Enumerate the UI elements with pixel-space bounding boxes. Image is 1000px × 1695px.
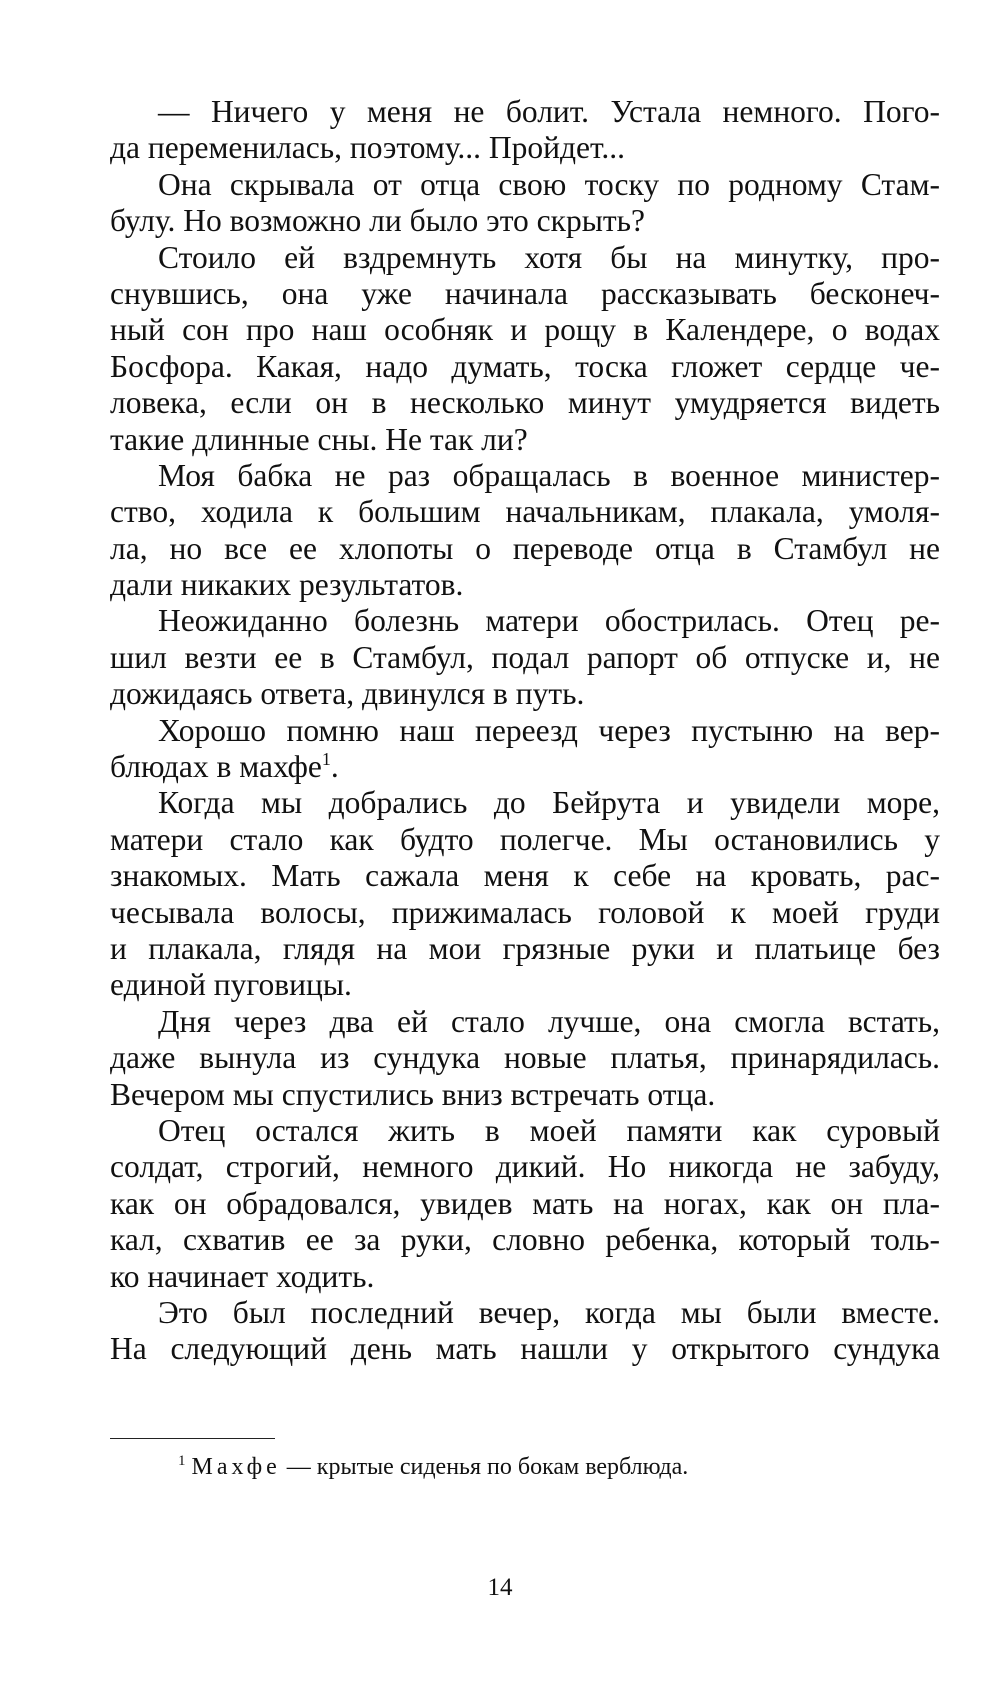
text-line-content: Это был последний вечер, когда мы были вместе. — [158, 1294, 940, 1330]
text-line — [110, 676, 940, 712]
text-line-content: ла, но все ее хлопоты о переводе отца в Стамбул не — [110, 530, 940, 566]
text-line — [110, 1004, 940, 1040]
text-line-content: солдат, строгий, немного дикий. Но никогда не забуду, — [110, 1149, 940, 1185]
text-line-content: такие длинные сны. Не так ли? — [110, 421, 528, 457]
text-line — [110, 167, 940, 203]
text-line — [110, 1149, 940, 1185]
text-line-content: Она скрывала от отца свою тоску по родному Стам- — [158, 166, 940, 202]
text-line-content: Моя бабка не раз обращалась в военное министер- — [158, 457, 940, 493]
text-line — [110, 1113, 940, 1149]
text-line-content: Отец остался жить в моей памяти как суровый — [158, 1112, 940, 1148]
text-line-content: Хорошо помню наш переезд через пустыню на вер- — [158, 712, 940, 748]
text-line-content: — Ничего у меня не болит. Устала немного. Пого- — [158, 94, 940, 129]
text-line-content: снувшись, она уже начинала рассказывать бесконеч- — [110, 275, 940, 311]
page-number: 14 — [487, 1574, 513, 1601]
text-line-content: Вечером мы спустились вниз встречать отца. — [110, 1076, 716, 1112]
text-line — [110, 785, 940, 821]
text-line-content: матери стало как будто полегче. Мы остановились у — [110, 821, 940, 857]
text-line-content: как он обрадовался, увидев мать на ногах, как он пла- — [110, 1185, 940, 1221]
text-line-content: чесывала волосы, прижималась головой к моей груди — [110, 894, 940, 930]
text-line-content: блюдах в махфе — [110, 749, 322, 785]
text-line — [110, 531, 940, 567]
text-line — [110, 240, 940, 276]
footnote-reference: 1 — [321, 749, 331, 770]
text-line — [110, 1186, 940, 1222]
text-line-content: ство, ходила к большим начальникам, плакала, умоля- — [110, 494, 940, 530]
text-line — [110, 749, 940, 785]
text-line-content: кал, схватив ее за руки, словно ребенка, который толь- — [110, 1222, 940, 1258]
text-line — [110, 349, 940, 385]
footnote-mark: 1 — [178, 1453, 186, 1469]
text-line — [110, 603, 940, 639]
text-line — [110, 1040, 940, 1076]
text-line-content: Дня через два ей стало лучше, она смогла встать, — [158, 1003, 940, 1039]
text-line-content: знакомых. Мать сажала меня к себе на кровать, рас- — [110, 858, 940, 894]
text-line — [110, 1295, 940, 1331]
text-line-content: и плакала, глядя на мои грязные руки и платьице без — [110, 930, 940, 966]
text-line — [110, 1331, 940, 1367]
text-line — [110, 458, 940, 494]
text-line — [110, 822, 940, 858]
text-line — [110, 567, 940, 603]
text-line — [110, 931, 940, 967]
footnote-term: Махфе — [191, 1454, 281, 1480]
footnote-text: — крытые сиденья по бокам верблюда. — [280, 1454, 689, 1480]
text-line — [110, 1077, 940, 1113]
text-line-content: ко начинает ходить. — [110, 1258, 375, 1294]
text-line — [110, 713, 940, 749]
text-line — [110, 94, 940, 130]
footnote — [178, 1452, 688, 1482]
text-line — [110, 1259, 940, 1295]
text-line — [110, 640, 940, 676]
text-line-content: Неожиданно болезнь матери обострилась. Отец ре- — [158, 603, 940, 639]
text-line — [110, 312, 940, 348]
text-line-content: шил везти ее в Стамбул, подал рапорт об отпуске и, не — [110, 639, 940, 675]
text-line — [110, 422, 940, 458]
text-line — [110, 130, 940, 166]
text-line-content: ный сон про наш особняк и рощу в Календере, о водах — [110, 312, 940, 348]
text-line — [110, 967, 940, 1003]
text-line-content: ловека, если он в несколько минут умудряется видеть — [110, 385, 940, 421]
text-line-content: дожидаясь ответа, двинулся в путь. — [110, 676, 585, 712]
text-line-content: даже вынула из сундука новые платья, принарядилась. — [110, 1040, 940, 1076]
text-line-content: Стоило ей вздремнуть хотя бы на минутку, про- — [158, 239, 940, 275]
text-line-content: булу. Но возможно ли было это скрыть? — [110, 203, 645, 239]
footnote-divider — [110, 1438, 275, 1439]
text-line-content: Когда мы добрались до Бейрута и увидели море, — [158, 785, 940, 821]
text-line-content: единой пуговицы. — [110, 967, 352, 1003]
page-body — [110, 94, 940, 1368]
text-line — [110, 494, 940, 530]
text-line-content: Босфора. Какая, надо думать, тоска гложет сердце че- — [110, 348, 940, 384]
text-line-punctuation: . — [330, 749, 339, 785]
text-line — [110, 385, 940, 421]
text-line — [110, 858, 940, 894]
text-line-content: На следующий день мать нашли у открытого сундука — [110, 1331, 940, 1367]
text-line — [110, 276, 940, 312]
text-line-content: дали никаких результатов. — [110, 567, 464, 603]
text-line — [110, 895, 940, 931]
text-line-content: да переменилась, поэтому... Пройдет... — [110, 130, 626, 166]
text-line — [110, 203, 940, 239]
text-line — [110, 1222, 940, 1258]
